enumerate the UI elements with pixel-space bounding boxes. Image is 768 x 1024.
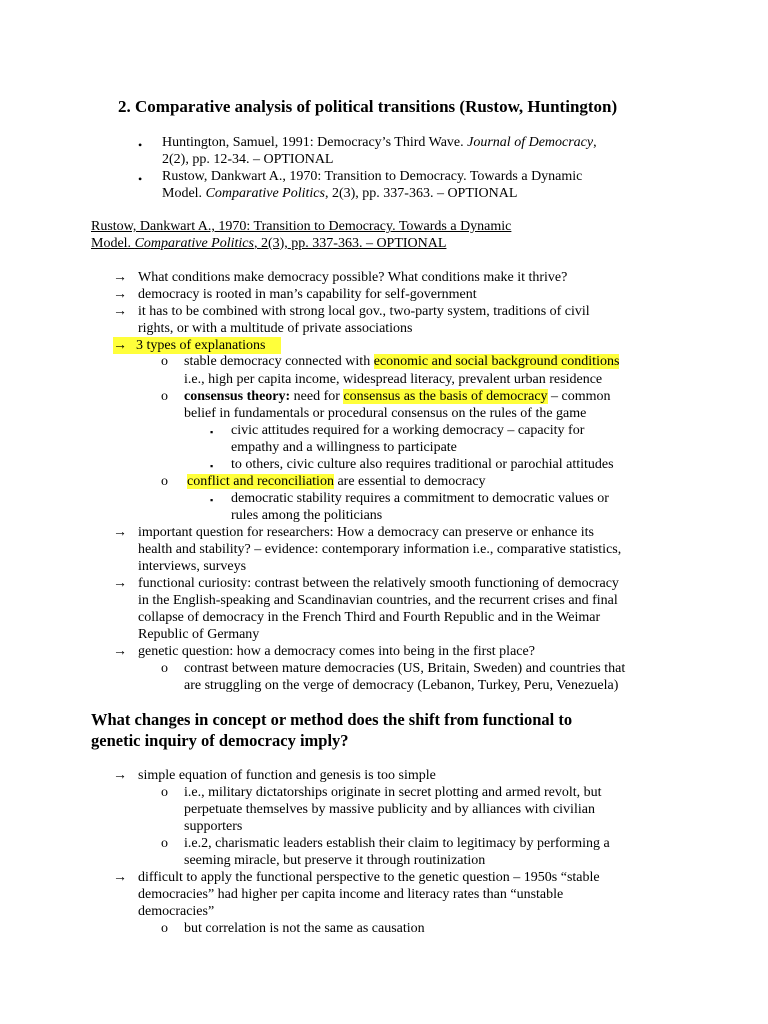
sub-sub-item-continuation: empathy and a willingness to participate [231, 440, 457, 455]
highlighted-text: economic and social background conditions [373, 354, 620, 369]
citation-line [91, 235, 446, 252]
sub-item: but correlation is not the same as causation [184, 921, 425, 936]
sub-item: i.e.2, charismatic leaders establish their claim to legitimacy by performing a [184, 836, 610, 851]
journal-title: Journal of Democracy [467, 135, 594, 150]
list-item: important question for researchers: How a democracy can preserve or enhance its [138, 525, 594, 540]
bullet-marker: • [138, 172, 143, 186]
list-item: it has to be combined with strong local gov., two-party system, traditions of civil [138, 304, 590, 319]
list-item-continuation: democracies” had higher per capita income and literacy rates than “unstable [138, 887, 564, 902]
reference-item [162, 185, 517, 202]
reference-item [162, 134, 597, 151]
list-item: genetic question: how a democracy comes into being in the first place? [138, 644, 535, 659]
list-item-text: 3 types of explanations [136, 338, 266, 353]
list-item-continuation: in the English-speaking and Scandinavian countries, and the recurrent crises and final [138, 593, 618, 608]
circle-bullet-icon: o [161, 785, 168, 800]
section-heading: 2. Comparative analysis of political transitions (Rustow, Huntington) [118, 97, 618, 116]
reference-text: 2(2), pp. 12-34. – OPTIONAL [162, 152, 334, 167]
sub-item-text: are essential to democracy [333, 474, 486, 489]
sub-sub-item: to others, civic culture also requires traditional or parochial attitudes [231, 457, 614, 472]
citation-text: , 2(3), pp. 337-363. – OPTIONAL [253, 236, 447, 251]
circle-bullet-icon: o [161, 836, 168, 851]
arrow-icon: → [113, 525, 127, 540]
journal-title: Comparative Politics [134, 236, 254, 251]
sub-item: contrast between mature democracies (US, Britain, Sweden) and countries that [184, 661, 626, 676]
sub-item [187, 473, 486, 490]
reference-text: , [593, 135, 597, 150]
sub-item-continuation: belief in fundamentals or procedural consensus on the rules of the game [184, 406, 587, 421]
sub-item-text: stable democracy connected with [184, 354, 374, 369]
arrow-icon: → [113, 338, 127, 353]
list-item: democracy is rooted in man’s capability for self-government [138, 287, 477, 302]
circle-bullet-icon: o [161, 661, 168, 676]
circle-bullet-icon: o [161, 354, 168, 369]
sub-item-continuation: seeming miracle, but preserve it through routinization [184, 853, 486, 868]
square-bullet-icon: ▪ [210, 461, 214, 471]
sub-item: i.e., military dictatorships originate in secret plotting and armed revolt, but [184, 785, 602, 800]
arrow-icon: → [113, 270, 127, 285]
arrow-icon: → [113, 304, 127, 319]
list-item-continuation: interviews, surveys [138, 559, 247, 574]
sub-item-continuation: perpetuate themselves by massive publicity and by alliances with civilian [184, 802, 595, 817]
sub-sub-item: democratic stability requires a commitment to democratic values or [231, 491, 609, 506]
list-item: difficult to apply the functional perspective to the genetic question – 1950s “stable [138, 870, 600, 885]
sub-item-continuation: are struggling on the verge of democracy (Lebanon, Turkey, Peru, Venezuela) [184, 678, 619, 693]
list-item-continuation: democracies” [138, 904, 215, 919]
sub-item-text: – common [547, 389, 611, 404]
sub-sub-item-continuation: rules among the politicians [231, 508, 383, 523]
journal-title: Comparative Politics [205, 186, 325, 201]
circle-bullet-icon: o [161, 474, 168, 489]
list-item-continuation: health and stability? – evidence: contemporary information i.e., comparative statistics, [138, 542, 622, 557]
question-heading: What changes in concept or method does the shift from functional to [91, 710, 573, 729]
highlighted-text: consensus as the basis of democracy [343, 389, 548, 404]
highlighted-list-item [113, 337, 281, 354]
arrow-icon: → [113, 576, 127, 591]
bold-term: consensus theory: [184, 389, 291, 404]
square-bullet-icon: ▪ [210, 427, 214, 437]
sub-item [184, 388, 611, 405]
bullet-marker: • [138, 138, 143, 152]
sub-item [184, 353, 619, 370]
square-bullet-icon: ▪ [210, 495, 214, 505]
sub-item-continuation: supporters [184, 819, 243, 834]
citation-text: Model. [91, 236, 135, 251]
sub-item-continuation: i.e., high per capita income, widespread literacy, prevalent urban residence [184, 372, 603, 387]
circle-bullet-icon: o [161, 921, 168, 936]
circle-bullet-icon: o [161, 389, 168, 404]
reference-text: Model. [162, 186, 206, 201]
list-item-continuation: Republic of Germany [138, 627, 260, 642]
arrow-icon: → [113, 768, 127, 783]
arrow-icon: → [113, 870, 127, 885]
list-item: simple equation of function and genesis is too simple [138, 768, 436, 783]
question-heading: genetic inquiry of democracy imply? [91, 731, 349, 750]
reference-text: Huntington, Samuel, 1991: Democracy’s Third Wave. [162, 135, 468, 150]
list-item: functional curiosity: contrast between the relatively smooth functioning of democracy [138, 576, 619, 591]
arrow-icon: → [113, 644, 127, 659]
arrow-icon: → [113, 287, 127, 302]
reference-text: , 2(3), pp. 337-363. – OPTIONAL [324, 186, 518, 201]
sub-sub-item: civic attitudes required for a working democracy – capacity for [231, 423, 585, 438]
list-item-continuation: collapse of democracy in the French Third and Fourth Republic and in the Weimar [138, 610, 601, 625]
citation-line: Rustow, Dankwart A., 1970: Transition to Democracy. Towards a Dynamic [91, 219, 512, 234]
list-item: What conditions make democracy possible? What conditions make it thrive? [138, 270, 568, 285]
list-item-continuation: rights, or with a multitude of private associations [138, 321, 413, 336]
reference-text: Rustow, Dankwart A., 1970: Transition to Democracy. Towards a Dynamic [162, 169, 583, 184]
highlighted-text: conflict and reconciliation [187, 474, 334, 489]
sub-item-text: need for [290, 389, 344, 404]
